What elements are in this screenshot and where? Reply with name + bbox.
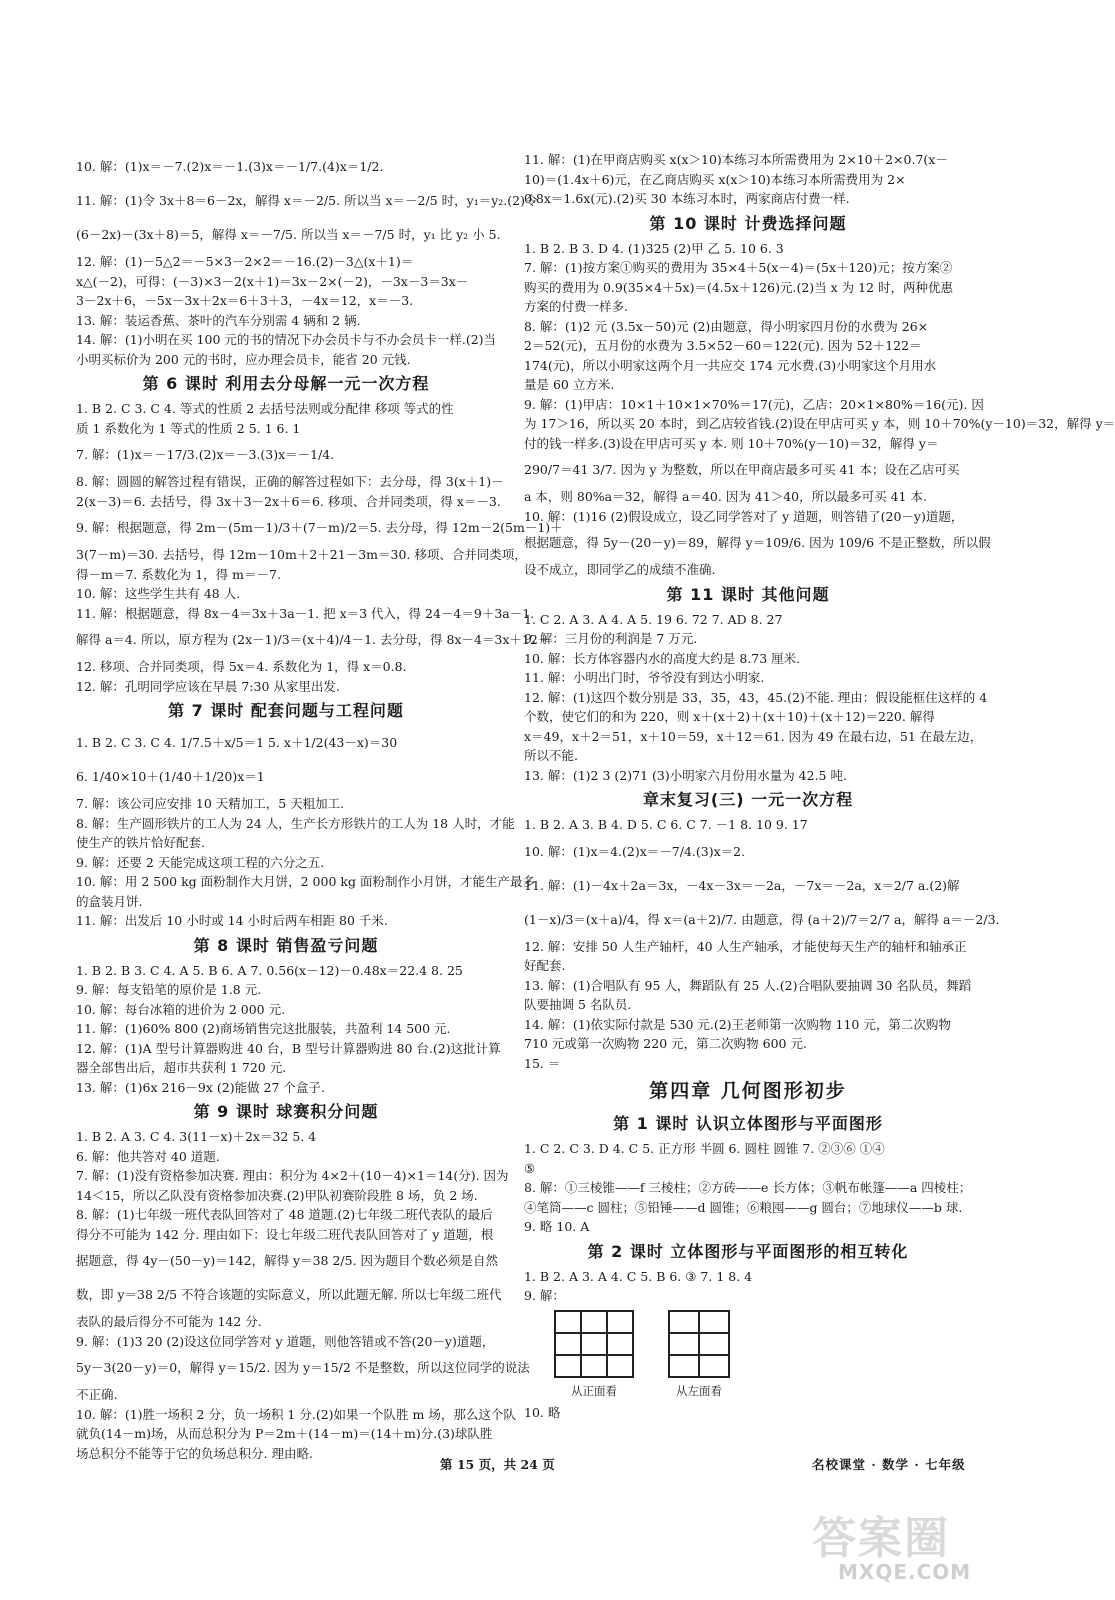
answer-line: 好配套.: [524, 958, 566, 973]
answer-line: 9. 解：(1)甲店：10×1＋10×1×70%＝17(元)，乙店：20×1×80%＝16(元). 因: [524, 396, 984, 412]
answer-line: 10. 解：长方体容器内水的高度大约是 8.73 厘米.: [524, 650, 801, 666]
answer-line: 9. 解：(1)3 20 (2)设这位同学答对 y 道题，则他答错或不答(20－y)道题，: [76, 1333, 495, 1349]
section-heading: 章末复习(三) 一元一次方程: [642, 790, 854, 809]
answer-line: 1. B 2. C 3. C 4. 等式的性质 2 去括号法则或分配律 移项 等式的性: [76, 401, 454, 416]
answer-line: 11. 解：小明出门时，爷爷没有到达小明家.: [524, 670, 765, 685]
answer-line: 10)＝(1.4x＋6)元，在乙商店购买 x(x＞10)本练习本所需费用为 2×: [524, 171, 906, 187]
answer-line: 10. 解：(1)x＝－7.(2)x＝－1.(3)x＝－1/7.(4)x＝1/2.: [76, 159, 384, 174]
answer-line: 1. B 2. A 3. C 4. 3(11－x)＋2x＝32 5. 4: [76, 1129, 317, 1144]
answer-line: 10. 解：(1)胜一场积 2 分，负一场积 1 分.(2)如果一个队胜 m 场，那么这个队: [76, 1406, 516, 1422]
grid-cell: [555, 1333, 581, 1355]
answer-line: 器全部售出后，超市共获利 1 720 元.: [76, 1060, 287, 1075]
answer-line: 10. 略: [524, 1404, 561, 1420]
answer-line: 13. 解：(1)2 3 (2)71 (3)小明家六月份用水量为 42.5 吨.: [524, 767, 847, 783]
front-view-grid: [554, 1310, 634, 1378]
answer-line: 就负(14－m)场，从而总积分为 P＝2m＋(14－m)＝(14＋m)分.(3)球队胜: [76, 1426, 493, 1441]
answer-line: 12. 解：安排 50 人生产轴杆，40 人生产轴承，才能使每天生产的轴杆和轴承正: [524, 938, 967, 954]
answer-line: 9. 解：每支铅笔的原价是 1.8 元.: [76, 982, 262, 997]
answer-line: 1. B 2. A 3. A 4. C 5. B 6. ③ 7. 1 8. 4: [524, 1268, 753, 1284]
answer-line: 11. 解：(1)－4x＋2a＝3x，－4x－3x＝－2a，－7x＝－2a，x＝2/7 a.(2)解: [524, 877, 960, 893]
answer-line: 0.8x＝1.6x(元).(2)买 30 本练习本时，两家商店付费一样.: [524, 191, 850, 206]
answer-line: 13. 解：(1)6x 216－9x (2)能做 27 个盒子.: [76, 1079, 325, 1095]
answer-line: 为 17＞16，所以买 20 本时，到乙店较省钱.(2)设在甲店可买 y 本，则 10＋70%(y－10)＝32，解得 y＝: [524, 416, 1115, 431]
answer-line: 5y－3(20－y)＝0，解得 y＝15/2. 因为 y＝15/2 不是整数，所以这位同学的说法: [76, 1360, 530, 1375]
answer-line: 6. 1/40×10＋(1/40＋1/20)x＝1: [76, 769, 265, 784]
view-figures: [524, 1310, 972, 1399]
answer-line: 数，即 y＝38 2/5 不符合该题的实际意义，所以此题无解. 所以七年级二班代: [76, 1287, 502, 1302]
grid-cell: [699, 1355, 729, 1377]
answer-line: 7. 解：(1)按方案①购买的费用为 35×4＋5(x－4)＝(5x＋120)元；按方案②: [524, 260, 953, 275]
answer-line: 10. 解：每台冰箱的进价为 2 000 元.: [76, 1001, 286, 1017]
answer-line: 7. 解：(1)没有资格参加决赛. 理由：积分为 4×2＋(10－4)×1＝14(分). 因为: [76, 1168, 509, 1183]
answer-line: 的盒装月饼.: [76, 893, 143, 909]
answer-line: 场总积分不能等于它的负场总积分. 理由略.: [76, 1445, 313, 1461]
answer-line: 9. 解：三月份的利润是 7 万元.: [524, 631, 698, 646]
grid-cell: [669, 1311, 699, 1333]
answer-line: 1. C 2. C 3. D 4. C 5. 正方形 半圆 6. 圆柱 圆锥 7. ②③⑥ ①④: [524, 1141, 885, 1156]
answer-line: (1－x)/3＝(x＋a)/4，得 x＝(a＋2)/7. 由题意，得 (a＋2)/7＝2/7 a，解得 a＝－2/3.: [524, 911, 1000, 927]
book-title: 名校课堂 · 数学 · 七年级: [812, 1457, 966, 1472]
answer-line: 7. 解：(1)x＝－17/3.(2)x＝－3.(3)x＝－1/4.: [76, 447, 335, 462]
answer-line: 不正确.: [76, 1387, 118, 1402]
left-view-figure: [668, 1310, 730, 1399]
answer-line: 14. 解：(1)小明在买 100 元的书的情况下办会员卡与不办会员卡一样.(2)当: [76, 332, 497, 347]
answer-line: 1. B 2. B 3. C 4. A 5. B 6. A 7. 0.56(x－12)－0.48x＝22.4 8. 25: [76, 962, 463, 978]
answer-line: 质 1 系数化为 1 等式的性质 2 5. 1 6. 1: [76, 420, 301, 436]
watermark-url: MXQE.COM: [838, 1560, 972, 1584]
section-heading: 第 11 课时 其他问题: [666, 584, 830, 604]
answer-line: 1. B 2. B 3. D 4. (1)325 (2)甲 乙 5. 10 6. 3: [524, 240, 784, 256]
answer-line: 10. 解：这些学生共有 48 人.: [76, 586, 241, 601]
grid-cell: [669, 1333, 699, 1355]
answer-line: 14＜15，所以乙队没有资格参加决赛.(2)甲队初赛阶段胜 8 场，负 2 场.: [76, 1187, 478, 1203]
answer-line: 3－2x＋6，－5x－3x＋2x＝6＋3＋3，－4x＝12，x＝－3.: [76, 293, 414, 308]
page-number: 第 15 页，共 24 页: [440, 1457, 555, 1472]
answer-line: 12. 解：(1)－5△2＝－5×3－2×2＝－16.(2)－3△(x＋1)＝: [76, 254, 414, 269]
answer-line: 8. 解：(1)七年级一班代表队回答对了 48 道题.(2)七年级二班代表队的最后: [76, 1207, 493, 1222]
front-view-figure: [554, 1310, 634, 1399]
answer-line: 表队的最后得分不可能为 142 分.: [76, 1314, 262, 1329]
answer-line: 15. ＝: [524, 1055, 561, 1071]
answer-line: 11. 解：出发后 10 小时或 14 小时后两车相距 80 千米.: [76, 913, 388, 928]
grid-cell: [581, 1355, 607, 1377]
answer-line: 11. 解：(1)60% 800 (2)商场销售完这批服装，共盈利 14 500 元.: [76, 1021, 451, 1036]
answer-line: 174(元)，所以小明家这两个月一共应交 174 元水费.(3)小明家这个月用水: [524, 357, 937, 373]
grid-cell: [607, 1355, 633, 1377]
answer-line: ④笔筒——c 圆柱；⑤铅锤——d 圆锥；⑥粮囤——g 圆台；⑦地球仪——b 球.: [524, 1199, 963, 1215]
answer-line: 1. B 2. A 3. B 4. D 5. C 6. C 7. －1 8. 10 9. 17: [524, 817, 808, 832]
answer-line: 9. 解：: [524, 1288, 565, 1303]
answer-line: 710 元或第一次购物 220 元，第二次购物 600 元.: [524, 1036, 807, 1051]
answer-line: (6－2x)－(3x＋8)＝5，解得 x＝－7/5. 所以当 x＝－7/5 时，y₁ 比 y₂ 小 5.: [76, 227, 501, 242]
answer-line: 得－m＝7. 系数化为 1，得 m＝－7.: [76, 566, 281, 582]
answer-line: a 本，则 80%a＝32，解得 a＝40. 因为 41＞40，所以最多可买 41 本.: [524, 489, 927, 504]
answer-line: 13. 解：(1)合唱队有 95 人，舞蹈队有 25 人.(2)合唱队要抽调 30 名队员，舞蹈: [524, 977, 972, 993]
watermark-logo: 答案圈: [812, 1513, 950, 1564]
grid-cell: [669, 1355, 699, 1377]
answer-line: x△(－2)，可得：(－3)×3－2(x＋1)＝3x－2×(－2)，－3x－3＝3x－: [76, 273, 469, 289]
answer-line: 购买的费用为 0.9(35×4＋5x)＝(4.5x＋126)元.(2)当 x 为 12 时，两种优惠: [524, 279, 954, 295]
answer-line: 1. B 2. C 3. C 4. 1/7.5＋x/5＝1 5. x＋1/2(43－x)＝30: [76, 735, 398, 750]
grid-cell: [581, 1311, 607, 1333]
answer-line: 290/7＝41 3/7. 因为 y 为整数，所以在甲商店最多可买 41 本；设在乙店可买: [524, 462, 960, 477]
right-column: [524, 150, 1115, 1422]
grid-cell: [555, 1355, 581, 1377]
answer-line: 所以不能.: [524, 748, 578, 763]
section-heading: 第 6 课时 利用去分母解一元一次方程: [142, 374, 430, 393]
grid-cell: [699, 1333, 729, 1355]
section-heading: 第 9 课时 球赛积分问题: [193, 1102, 379, 1121]
answer-line: x＝49，x＋2＝51，x＋10＝59，x＋12＝61. 因为 49 在最右边，51 在最左边，: [524, 728, 983, 744]
answer-line: 10. 解：用 2 500 kg 面粉制作大月饼，2 000 kg 面粉制作小月饼，才能生产最多: [76, 874, 535, 889]
grid-cell: [607, 1333, 633, 1355]
grid-cell: [555, 1311, 581, 1333]
answer-line: 据题意，得 4y－(50－y)＝142，解得 y＝38 2/5. 因为题目个数必须是自然: [76, 1253, 499, 1268]
answer-line: 解得 a＝4. 所以，原方程为 (2x－1)/3＝(x＋4)/4－1. 去分母，得 8x－4＝3x＋12－: [76, 632, 551, 647]
answer-line: 14. 解：(1)依实际付款是 530 元.(2)王老师第一次购物 110 元，第二次购物: [524, 1016, 951, 1032]
answer-line: 8. 解：圆圆的解答过程有错误，正确的解答过程如下：去分母，得 3(x＋1)－: [76, 474, 504, 489]
answer-line: 付的钱一样多.(3)设在甲店可买 y 本. 则 10＋70%(y－10)＝32，解得 y＝: [524, 435, 939, 451]
answer-line: 9. 略 10. A: [524, 1219, 590, 1234]
answer-line: 8. 解：①三棱锥——f 三棱柱；②方砖——e 长方体；③帆布帐篷——a 四棱柱；: [524, 1180, 972, 1195]
answer-line: 8. 解：生产圆形铁片的工人为 24 人，生产长方形铁片的工人为 18 人时，才能: [76, 815, 515, 831]
answer-line: 1. C 2. A 3. A 4. A 5. 19 6. 72 7. AD 8. 27: [524, 611, 783, 627]
answer-line: 小明买标价为 200 元的书时，应办理会员卡，能省 20 元钱.: [76, 351, 411, 367]
answer-line: 12. 移项、合并同类项，得 5x＝4. 系数化为 1，得 x＝0.8.: [76, 659, 407, 674]
answer-line: 11. 解：(1)令 3x＋8＝6－2x，解得 x＝－2/5. 所以当 x＝－2/5 时，y₁＝y₂.(2)令: [76, 193, 538, 208]
answer-line: 使生产的铁片恰好配套.: [76, 835, 205, 850]
answer-line: 3(7－m)＝30. 去括号，得 12m－10m＋2＋21－3m＝30. 移项、合并同类项，: [76, 547, 527, 562]
section-heading: 第 1 课时 认识立体图形与平面图形: [613, 1114, 883, 1133]
answer-line: ⑤: [524, 1160, 536, 1176]
answer-line: 12. 解：孔明同学应该在早晨 7:30 从家里出发.: [76, 678, 340, 694]
answer-line: 方案的付费一样多.: [524, 299, 628, 314]
section-heading: 第 8 课时 销售盈亏问题: [193, 935, 379, 955]
left-view-label: 从左面看: [676, 1383, 722, 1398]
answer-line: 11. 解：(1)在甲商店购买 x(x＞10)本练习本所需费用为 2×10＋2×0.7(x－: [524, 152, 948, 167]
grid-cell: [607, 1311, 633, 1333]
chapter-heading: 第四章 几何图形初步: [649, 1080, 847, 1102]
section-heading: 第 7 课时 配套问题与工程问题: [168, 701, 404, 720]
answer-line: 10. 解：(1)16 (2)假设成立，设乙同学答对了 y 道题，则答错了(20－y)道题，: [524, 508, 964, 524]
answer-line: 10. 解：(1)x＝4.(2)x＝－7/4.(3)x＝2.: [524, 843, 746, 859]
answer-line: 7. 解：该公司应安排 10 天精加工，5 天粗加工.: [76, 796, 345, 811]
answer-line: 11. 解：根据题意，得 8x－4＝3x＋3a－1. 把 x＝3 代入，得 24－4＝9＋3a－1.: [76, 605, 535, 621]
answer-line: 9. 解：还要 2 天能完成这项工程的六分之五.: [76, 854, 325, 870]
grid-cell: [699, 1311, 729, 1333]
answer-line: 个数，使它们的和为 220，则 x＋(x＋2)＋(x＋10)＋(x＋12)＝220. 解得: [524, 709, 935, 724]
answer-line: 13. 解：装运香蕉、茶叶的汽车分别需 4 辆和 2 辆.: [76, 312, 361, 328]
answer-line: 2＝52(元)，五月份的水费为 3.5×52－60＝122(元). 因为 52＋122＝: [524, 338, 922, 353]
answer-line: 9. 解：根据题意，得 2m－(5m－1)/3＋(7－m)/2＝5. 去分母，得 12m－2(5m－1)＋: [76, 520, 563, 535]
left-view-grid: [668, 1310, 730, 1378]
answer-line: 2(x－3)＝6. 去括号，得 3x＋3－2x＋6＝6. 移项、合并同类项，得 x＝－3.: [76, 493, 501, 509]
answer-line: 量是 60 立方米.: [524, 377, 615, 392]
answer-line: 12. 解：(1)这四个数分别是 33，35，43，45.(2)不能. 理由：假设能框住这样的 4: [524, 689, 988, 705]
answer-line: 队要抽调 5 名队员.: [524, 997, 632, 1012]
section-heading: 第 2 课时 立体图形与平面图形的相互转化: [587, 1241, 909, 1261]
answer-line: 得分不可能为 142 分. 理由如下：设七年级二班代表队回答对了 y 道题，根: [76, 1226, 494, 1242]
answer-line: 6. 解：他共答对 40 道题.: [76, 1148, 220, 1164]
grid-cell: [581, 1333, 607, 1355]
answer-line: 根据题意，得 5y－(20－y)＝89，解得 y＝109/6. 因为 109/6 不是正整数，所以假: [524, 535, 991, 550]
section-heading: 第 10 课时 计费选择问题: [649, 213, 847, 233]
answer-line: 设不成立，即同学乙的成绩不准确.: [524, 562, 716, 577]
answer-line: 8. 解：(1)2 元 (3.5x－50)元 (2)由题意，得小明家四月份的水费为 26×: [524, 318, 929, 334]
answer-line: 12. 解：(1)A 型号计算器购进 40 台，B 型号计算器购进 80 台.(2)这批计算: [76, 1040, 501, 1056]
front-view-label: 从正面看: [571, 1383, 617, 1398]
